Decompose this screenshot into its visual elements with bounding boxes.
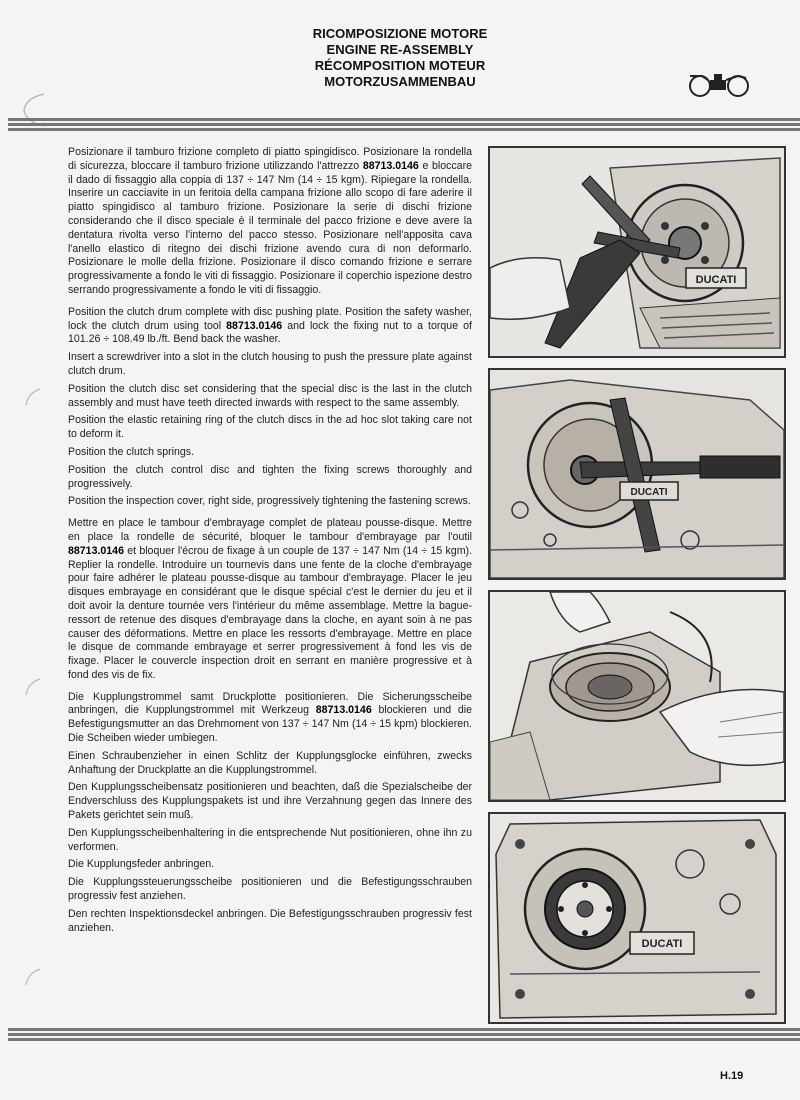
paragraph: Mettre en place le tambour d'embrayage complet de plateau pousse-disque. Mettre en place la rondelle de sécurité, bloquer le tambour d'embrayage par l'outil 88713.0146 et bloquer l'écrou de fixage à un couple de 137 ÷ 147 Nm (14 ÷ 15 kgm). Replier la rondelle. Introduire un tournevis dans une fente de la cloche d'embrayage pour faire adhérer le plateau pousse-disque au tambour d'embrayage. Placer le jeu disques embrayage en considérant que le disque spécial c'est le dernier du jeu et il doit avoir la denture tournée vers l'intérieur du même assemblage. Mettre la bague-ressort de retenue des disques d'embrayage dans la cloche, en ayant soin à ne pas causer des déformations. Mettre en place les ressorts d'embrayage. Mettre en place le disque de commande embrayage et serrer progressivement à fond les vis de fixage. Placer le couvercle inspection droit en serrant en manière progressive et à fond des vis de fix.	[68, 517, 472, 681]
paragraph: Die Kupplungsfeder anbringen.	[68, 858, 215, 871]
margin-punch-mark	[18, 965, 48, 989]
paragraph: Den Kupplungsscheibenhaltering in die entsprechende Nut positionieren, ohne ihn zu verformen.	[68, 826, 472, 853]
paragraph: Insert a screwdriver into a slot in the clutch housing to push the pressure plate against clutch drum.	[68, 351, 472, 377]
title-german: MOTORZUSAMMENBAU	[324, 74, 476, 89]
tool-code: 88713.0146	[362, 159, 419, 172]
header-rule	[8, 118, 800, 133]
tool-code: 88713.0146	[315, 704, 372, 717]
brand-label: DUCATI	[695, 274, 737, 286]
figure-assembled-clutch	[488, 812, 786, 1024]
paragraph: Die Kupplungssteuerungsscheibe positionieren und die Befestigungsschrauben progressiv fest anziehen.	[68, 876, 472, 903]
paragraph: Position the clutch drum complete with disc pushing plate. Position the safety washer, lock the clutch drum using tool 88713.0146 and lock the fixing nut to a torque of 101.26 ÷ 108.49 lb./ft. Bend back the washer.	[68, 305, 472, 346]
title-french: RÉCOMPOSITION MOTEUR	[314, 58, 486, 73]
tool-code: 88713.0146	[226, 319, 283, 332]
brand-label: DUCATI	[630, 487, 668, 498]
section-german	[68, 691, 472, 936]
section-italian	[68, 146, 472, 298]
section-french	[68, 517, 472, 683]
title-italian: RICOMPOSIZIONE MOTORE	[312, 26, 488, 41]
brand-label: DUCATI	[641, 938, 683, 950]
tool-code: 88713.0146	[68, 544, 124, 557]
page-number: H.19	[720, 1070, 744, 1082]
instructions-text	[68, 146, 472, 943]
paragraph: Position the clutch springs.	[68, 445, 195, 458]
paragraph: Einen Schraubenzieher in einen Schlitz der Kupplungsglocke einführen, zwecks Anhaftung der Druckplatte an die Kupplungstrommel.	[68, 749, 472, 776]
engine-section-icon	[688, 66, 750, 107]
margin-punch-mark	[18, 675, 48, 699]
paragraph: Posizionare il tamburo frizione completo di piatto spingidisco. Posizionare la rondella di sicurezza, bloccare il tamburo frizione utilizzando l'attrezzo 88713.0146 e bloccare il dado di fissaggio alla coppia di 137 ÷ 147 Nm (14 ÷ 15 kgm). Ripiegare la rondella. Inserire un cacciavite in un feritoia della campana frizione allo scopo di fare aderire il piatto spingidisco al tamburo frizione. Posizionare la serie di dischi frizione considerando che il disco speciale è il terminale del pacco frizione e deve avere la dentatura rivolta verso l'interno del pacco stesso. Posizionare nell'apposita cava l'anello elastico di ritegno dei dischi frizione avendo cura di non deformarlo. Posizionare le molle della frizione. Posizionare il disco comando frizione e serrare progressivamente a fondo le viti di fissaggio. Posizionare il coperchio ispezione destro serrando progressivamente a fondo le viti di fissaggio.	[68, 146, 472, 296]
footer-rule	[8, 1028, 800, 1043]
figure-clutch-lock-tool	[488, 146, 786, 358]
paragraph: Den Kupplungsscheibensatz positionieren und beachten, daß die Spezialscheibe der Endverschluss des Kupplungspakets ist und ihre Verzahnung gegen das Innere des Pakets gerichtet sein muß.	[68, 781, 472, 822]
paragraph: Position the clutch control disc and tighten the fixing screws thoroughly and progressively.	[68, 463, 472, 490]
figure-clutch-discs	[488, 590, 786, 802]
paragraph: Position the inspection cover, right side, progressively tightening the fastening screws.	[68, 495, 471, 508]
figure-torque-wrench	[488, 368, 786, 580]
title-english: ENGINE RE-ASSEMBLY	[326, 42, 474, 57]
margin-punch-mark	[18, 385, 48, 409]
paragraph: Die Kupplungstrommel samt Druckplotte positionieren. Die Sicherungsscheibe anbringen, die Kupplungstrommel mit Werkzeug 88713.0146 blockieren und die Befestigungsmutter an das Drehmoment von 137 ÷ 147 Nm (14 ÷ 15 kpm) blockieren. Die Scheiben wieder umbiegen.	[68, 690, 472, 745]
page-header	[250, 26, 550, 90]
section-english	[68, 306, 472, 509]
paragraph: Position the clutch disc set considering that the special disc is the last in the clutch assembly and must have teeth directed inwards with respect to the same assembly.	[68, 382, 472, 409]
paragraph: Position the elastic retaining ring of the clutch discs in the ad hoc slot taking care not to deform it.	[68, 414, 472, 441]
paragraph: Den rechten Inspektionsdeckel anbringen. Die Befestigungsschrauben progressiv fest anziehen.	[68, 907, 472, 934]
